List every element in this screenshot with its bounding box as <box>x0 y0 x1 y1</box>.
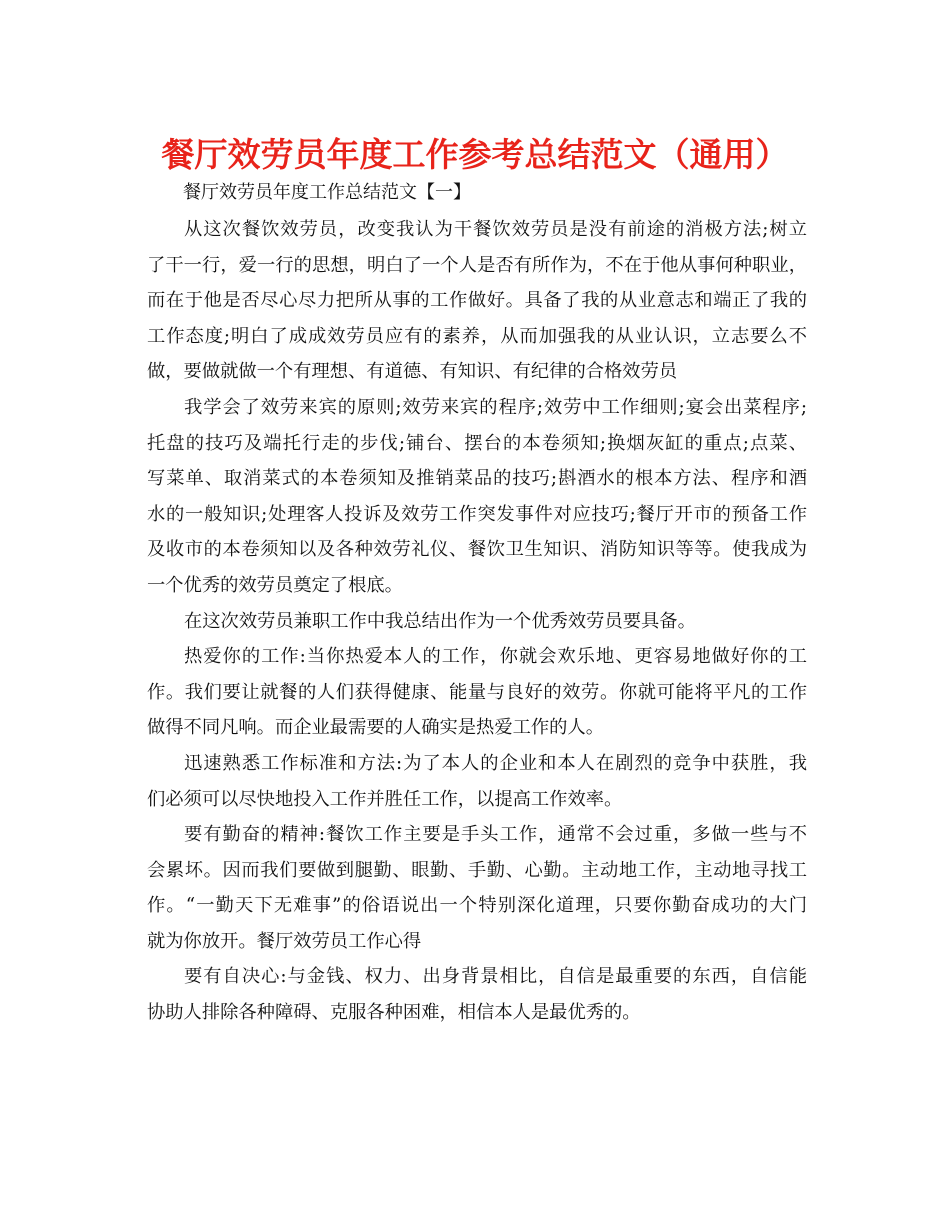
text-line: 而在于他是否尽心尽力把所从事的工作做好。具备了我的从业意志和端正了我的 <box>147 290 807 312</box>
text-line: 要有自决心:与金钱、权力、出身背景相比，自信是最重要的东西，自信能 <box>184 966 807 988</box>
text-line: 作。我们要让就餐的人们获得健康、能量与良好的效劳。你就可能将平凡的工作 <box>147 681 807 703</box>
document-body <box>147 212 807 1031</box>
paragraph <box>147 390 807 604</box>
paragraph <box>147 212 807 390</box>
text-line: 托盘的技巧及端托行走的步伐;铺台、摆台的本卷须知;换烟灰缸的重点;点菜、 <box>147 432 807 454</box>
paragraph <box>147 604 807 640</box>
text-line: 协助人排除各种障碍、克服各种困难，相信本人是最优秀的。 <box>147 1002 641 1024</box>
text-line: 做得不同凡响。而企业最需要的人确实是热爱工作的人。 <box>147 717 605 739</box>
text-line: 们必须可以尽快地投入工作并胜任工作，以提高工作效率。 <box>147 788 623 810</box>
paragraph <box>147 959 807 1030</box>
paragraph <box>147 746 807 817</box>
text-line: 我学会了效劳来宾的原则;效劳来宾的程序;效劳中工作细则;宴会出菜程序; <box>184 396 807 418</box>
text-line: 从这次餐饮效劳员，改变我认为干餐饮效劳员是没有前途的消极方法;树立 <box>184 219 807 240</box>
text-line: 工作态度;明白了成成效劳员应有的素养，从而加强我的从业认识，立志要么不 <box>147 325 807 347</box>
text-line: 了干一行，爱一行的思想，明白了一个人是否有所作为，不在于他从事何种职业， <box>147 254 807 276</box>
paragraph <box>147 817 807 959</box>
text-line: 要有勤奋的精神:餐饮工作主要是手头工作，通常不会过重，多做一些与不 <box>184 824 807 846</box>
text-line: 会累坏。因而我们要做到腿勤、眼勤、手勤、心勤。主动地工作，主动地寻找工 <box>147 859 807 881</box>
text-line: 作。“一勤天下无难事”的俗语说出一个特别深化道理，只要你勤奋成功的大门 <box>147 895 807 917</box>
text-line: 做，要做就做一个有理想、有道德、有知识、有纪律的合格效劳员 <box>147 361 678 383</box>
text-line: 水的一般知识;处理客人投诉及效劳工作突发事件对应技巧;餐厅开市的预备工作 <box>147 503 807 525</box>
paragraph <box>147 639 807 746</box>
text-line: 在这次效劳员兼职工作中我总结出作为一个优秀效劳员要具备。 <box>184 610 696 632</box>
text-line: 写菜单、取消菜式的本卷须知及推销菜品的技巧;斟酒水的根本方法、程序和酒 <box>147 468 807 490</box>
text-line: 一个优秀的效劳员奠定了根底。 <box>147 574 403 596</box>
text-line: 热爱你的工作:当你热爱本人的工作，你就会欢乐地、更容易地做好你的工 <box>184 646 807 668</box>
document-title: 餐厅效劳员年度工作参考总结范文（通用） <box>161 135 789 174</box>
text-line: 就为你放开。餐厅效劳员工作心得 <box>147 930 422 952</box>
text-line: 迅速熟悉工作标准和方法:为了本人的企业和本人在剧烈的竞争中获胜，我 <box>184 752 807 774</box>
document-subtitle: 餐厅效劳员年度工作总结范文【一】 <box>183 182 471 203</box>
text-line: 及收市的本卷须知以及各种效劳礼仪、餐饮卫生知识、消防知识等等。使我成为 <box>147 539 807 561</box>
